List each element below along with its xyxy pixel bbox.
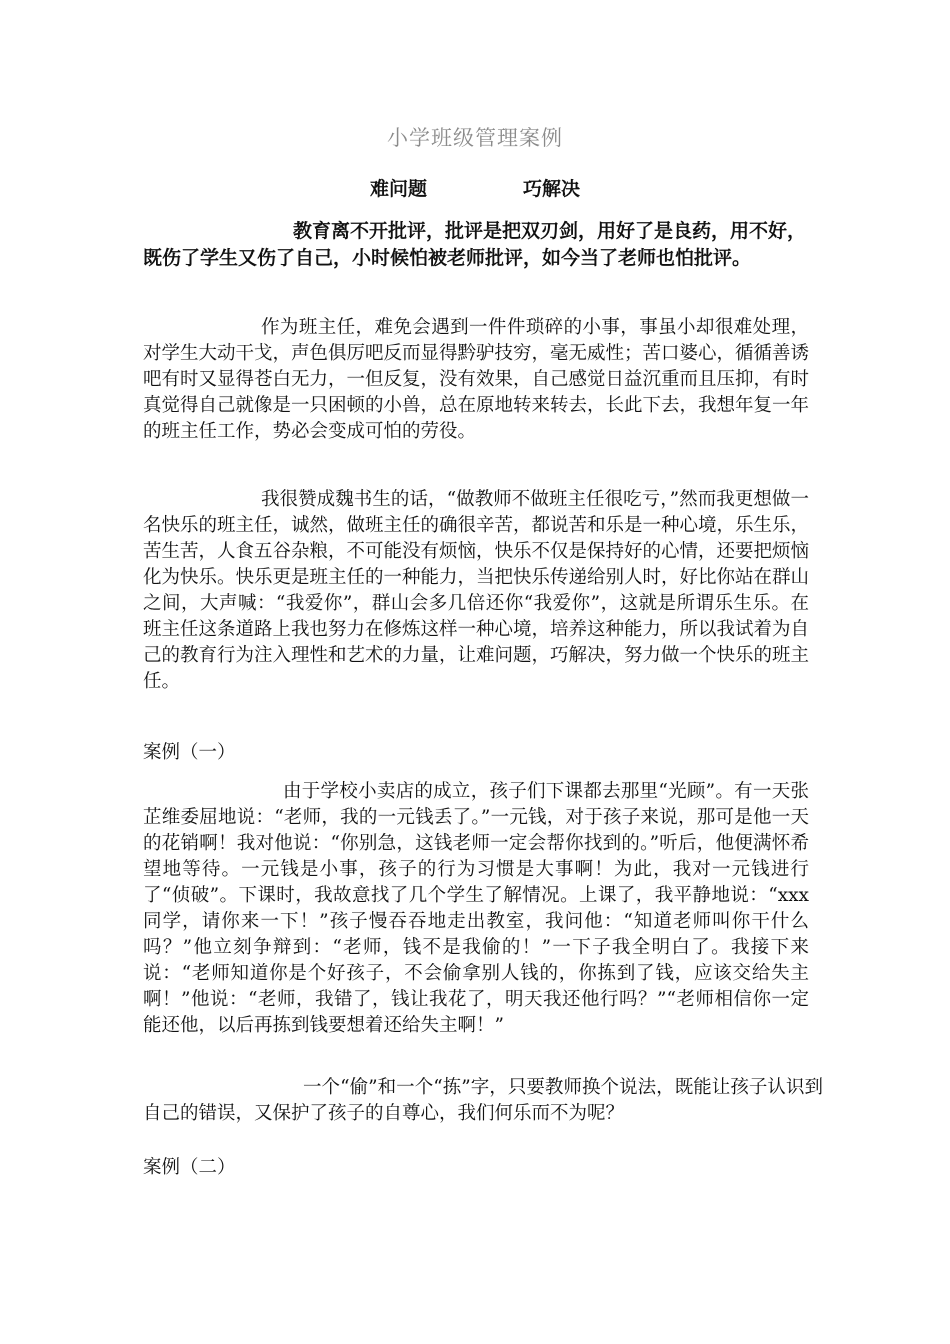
lead-paragraph: 教育离不开批评，批评是把双刃剑，用好了是良药，用不好，既伤了学生又伤了自己，小时候怕被老师批评，如今当了老师也怕批评。 bbox=[143, 220, 807, 269]
case-1-reflection: 一个“偷”和一个“拣”字，只要教师换个说法，既能让孩子认识到自己的错误，又保护了孩子的自尊心，我们何乐而不为呢？ bbox=[143, 1077, 823, 1124]
case-1-text: 由于学校小卖店的成立，孩子们下课都去那里“光顾”。有一天张芷维委屈地说：“老师，我的一元钱丢了。”一元钱，对于孩子来说，那可是他一天的花销啊！我对他说：“你别急，这钱老师一定会帮你找到的。”听后，他便满怀希望地等待。一元钱是小事，孩子的行为习惯是大事啊！为此，我对一元钱进行了“侦破”。下课时，我故意找了几个学生了解情况。上课了，我平静地说：“xxx 同学，请你来一下！”孩子慢吞吞地走出教室，我问他：“知道老师叫你干什么吗？”他立刻争辩到：“老师，钱不是我偷的！”一下子我全明白了。我接下来说：“老师知道你是个好孩子，不会偷拿别人钱的，你拣到了钱，应该交给失主啊！”他说：“老师，我错了，钱让我花了，明天我还他行吗？”“老师相信你一定能还他，以后再拣到钱要想着还给失主啊！” bbox=[143, 781, 809, 1036]
subtitle-left: 难问题 bbox=[369, 178, 427, 200]
paragraph-1: 作为班主任，难免会遇到一件件琐碎的小事，事虽小却很难处理，对学生大动干戈，声色俱厉吧反而显得黔驴技穷，毫无威性；苦口婆心，循循善诱吧有时又显得苍白无力，一但反复，没有效果，自己感觉日益沉重而且压抑，有时真觉得自己就像是一只困顿的小兽，总在原地转来转去，长此下去，我想年复一年的班主任工作，势必会变成可怕的劳役。 bbox=[143, 317, 810, 442]
document-title: 小学班级管理案例 bbox=[387, 126, 563, 150]
subtitle-right: 巧解决 bbox=[523, 178, 581, 200]
case-1-label: 案例（一） bbox=[143, 742, 236, 763]
document-subtitle bbox=[0, 174, 950, 201]
case-2-label: 案例（二） bbox=[143, 1157, 236, 1178]
paragraph-2: 我很赞成魏书生的话，“做教师不做班主任很吃亏，”然而我更想做一名快乐的班主任，诚然，做班主任的确很辛苦，都说苦和乐是一种心境，乐生乐，苦生苦，人食五谷杂粮，不可能没有烦恼，快乐不仅是保持好的心情，还要把烦恼化为快乐。快乐更是班主任的一种能力，当把快乐传递给别人时，好比你站在群山之间，大声喊：“我爱你”，群山会多几倍还你“我爱你”，这就是所谓乐生乐。在班主任这条道路上我也努力在修炼这样一种心境，培养这种能力，所以我试着为自己的教育行为注入理性和艺术的力量，让难问题，巧解决，努力做一个快乐的班主任。 bbox=[143, 489, 810, 692]
